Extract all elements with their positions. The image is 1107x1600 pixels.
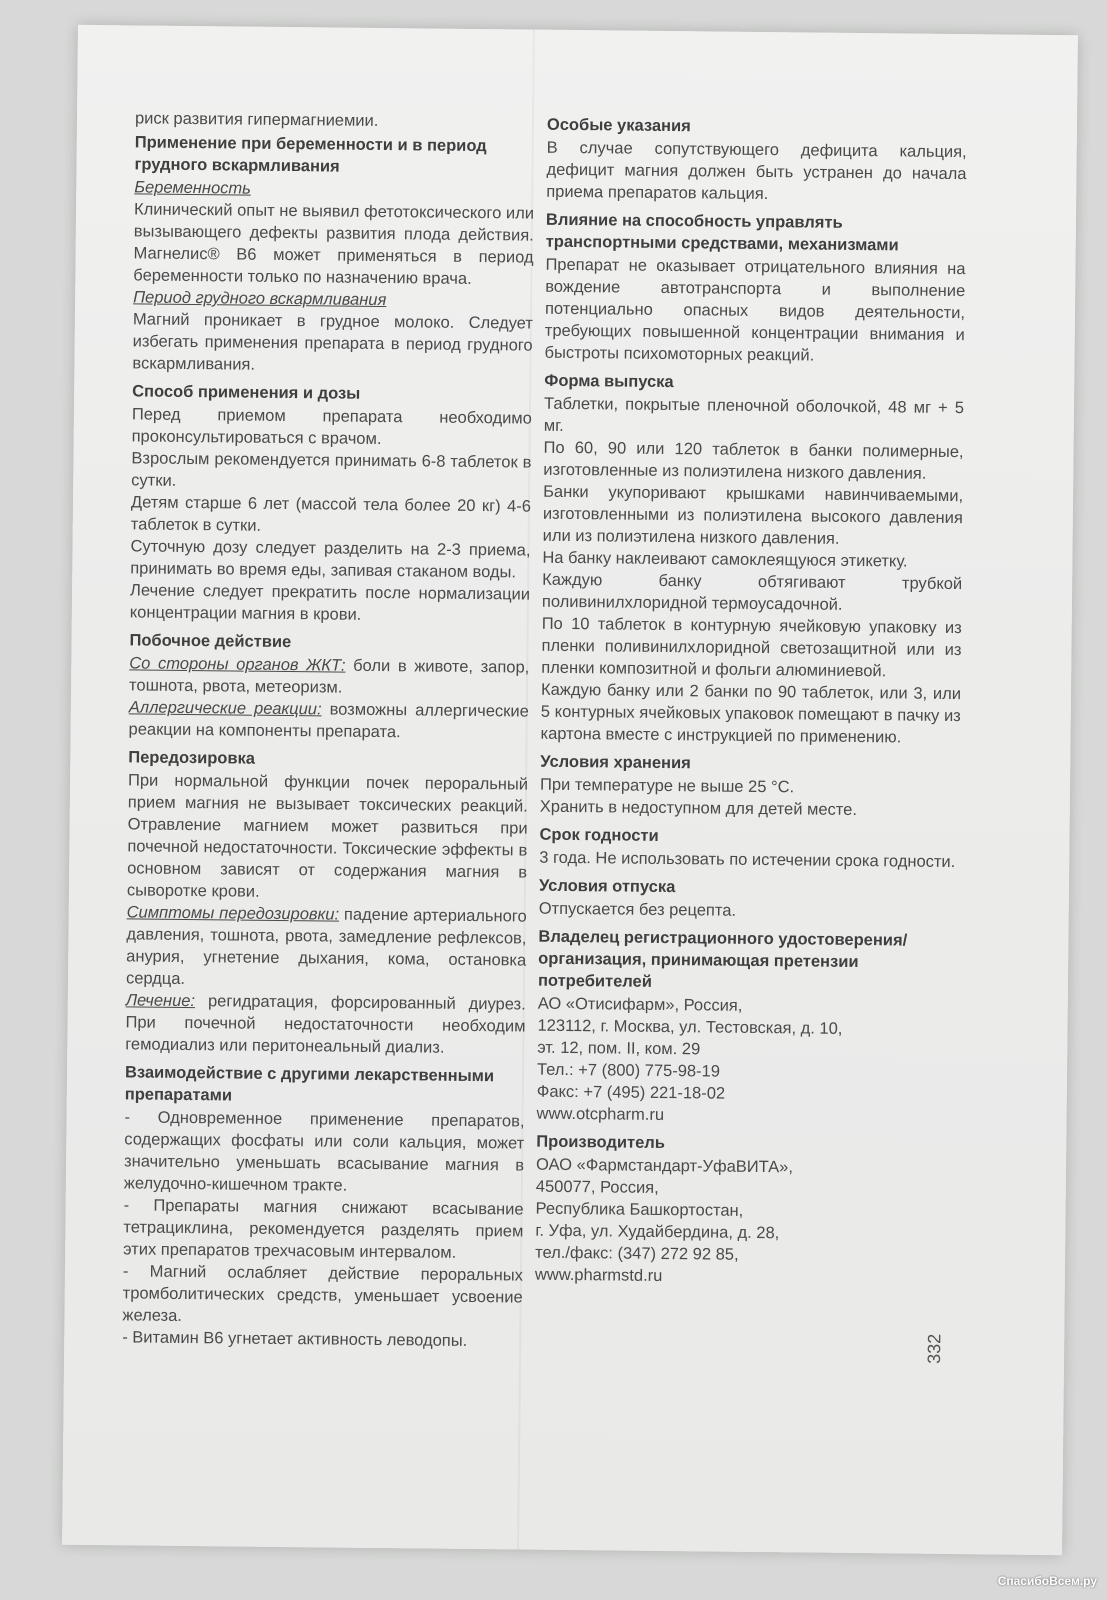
overdose-treatment-text: регидратация, форсированный диурез. При почечной недостаточности необходим гемодиализ или перитонеальный диализ. [125,992,526,1057]
left-column [122,107,535,1358]
owner-line: эт. 12, пом. II, ком. 29 [537,1038,701,1059]
form-paragraph: Каждую банку или 2 банки по 90 таблеток, или 3, или 5 контурных ячейковых упаковок помещают в пачку из картона вместе с инструкцией по применению. [540,680,962,747]
side-effects-gi-text: боли в животе, запор, тошнота, рвота, метеоризм. [128,656,530,697]
owner-heading: Владелец регистрационного удостоверения/организация, принимающая претензии потребителей [537,927,908,991]
overdose-symptoms [126,901,527,993]
dosage-paragraph: Детям старше 6 лет (массой тела более 20 кг) 4-6 таблеток в сутки. [130,493,532,535]
special-heading: Особые указания [546,115,691,136]
overdose-text: При нормальной функции почек пероральный прием магния не вызывает токсических реакций. Отравление магнием может развиться при почечной недостаточности. Токсические эффекты в основном зависят от содержания магния в сыворотке крови. [126,771,529,901]
overdose-heading: Передозировка [128,748,256,768]
shelf-life-text: 3 года. Не использовать по истечении срока годности. [539,848,956,872]
intro-text: риск развития гипермагниемии. [134,109,379,130]
interaction-paragraph: - Магний ослабляет действие пероральных тромболитических средств, уменьшает усвоение железа. [122,1262,524,1325]
owner-line: 123112, г. Москва, ул. Тестовская, д. 10, [537,1016,843,1038]
interaction-paragraph: - Одновременное применение препаратов, содержащих фосфаты или соли кальция, может значительно уменьшать всасывание магния в желудочно-кишечном тракте. [123,1108,525,1195]
form-paragraph: На банку наклеивают самоклеящуюся этикетку. [542,548,908,571]
form-paragraph: По 60, 90 или 120 таблеток в банки полимерные, изготовленные из полиэтилена низкого давления. [543,438,964,483]
form-paragraph: По 10 таблеток в контурную ячейковую упаковку из пленки поливинилхлоридной светозащитной или из пленки композитной и фольги алюминиевой. [541,614,962,681]
owner-phone: Тел.: +7 (800) 775-98-19 [536,1060,721,1081]
pregnancy-heading: Применение при беременности и в период грудного вскармливания [134,133,487,176]
storage-text: Хранить в недоступном для детей месте. [539,797,858,820]
special-text: В случае сопутствующего дефицита кальция, дефицит магния должен быть устранен до начала приема препаратов кальция. [546,138,967,204]
owner-line: АО «Отисифарм», Россия, [537,994,743,1015]
form-heading: Форма выпуска [544,371,674,392]
driving-heading: Влияние на способность управлять транспортными средствами, механизмами [545,210,899,255]
dosage-paragraph: Взрослым рекомендуется принимать 6-8 таблеток в сутки. [131,449,532,490]
dosage-paragraph: Суточную дозу следует разделить на 2-3 приема, принимать во время еды, запивая стаканом воды. [130,537,531,582]
form-paragraph: Каждую банку обтягивают трубкой поливинилхлоридной термоусадочной. [541,570,963,614]
interaction-paragraph: - Препараты магния снижают всасывание тетрациклина, рекомендуется разделять прием этих препаратов трехчасовым интервалом. [123,1196,524,1262]
manufacturer-line: 450077, Россия, [535,1177,659,1197]
overdose-treatment-label: Лечение: [125,991,196,1011]
interaction-paragraph: - Витамин B6 угнетает активность леводопы. [122,1328,468,1350]
manufacturer-heading: Производитель [536,1132,666,1153]
manufacturer-website: www.pharmstd.ru [534,1265,663,1285]
manufacturer-line: Республика Башкортостан, [535,1199,744,1220]
page-number: 332 [924,1333,945,1364]
overdose-symptoms-text: падение артериального давления, тошнота, рвота, замедление рефлексов, анурия, угнетение дыхания, кома, остановка сердца. [125,905,527,988]
side-effects-gi-label: Со стороны органов ЖКТ: [129,654,346,675]
interaction-heading: Взаимодействие с другими лекарственными препаратами [124,1063,495,1105]
dispense-heading: Условия отпуска [538,876,676,897]
dispense-text: Отпускается без рецепта. [538,899,737,920]
dosage-heading: Способ применения и дозы [132,382,361,403]
dosage-paragraph: Лечение следует прекратить после нормализации концентрации магния в крови. [129,581,531,624]
side-effects-allergy-text: возможны аллергические реакции на компоненты препарата. [128,700,529,742]
form-paragraph: Таблетки, покрытые пленочной оболочкой, 48 мг + 5 мг. [543,394,965,435]
lactation-subheading: Период грудного вскармливания [133,288,387,310]
overdose-symptoms-label: Симптомы передозировки: [126,903,340,924]
manufacturer-phone: тел./факс: (347) 272 92 85, [535,1243,739,1264]
owner-website: www.otcpharm.ru [536,1104,665,1125]
lactation-text: Магний проникает в грудное молоко. Следует избегать применения препарата в период грудного вскармливания. [132,310,533,374]
side-effects-gi [129,652,529,700]
owner-fax: Факс: +7 (495) 221-18-02 [536,1082,726,1103]
manufacturer-line: г. Уфа, ул. Худайбердина, д. 28, [535,1221,780,1243]
pregnancy-text: Клинический опыт не выявил фетотоксического или вызывающего дефекты развития плода действия. Магнелис® B6 может применяться в период беременности только по назначению врача. [133,200,535,288]
right-column [535,112,967,1296]
driving-text: Препарат не оказывает отрицательного влияния на вождение автотранспорта и выполнение потенциально опасных видов деятельности, требующих повышенной концентрации внимания и быстроты психомоторных реакций. [544,255,966,365]
side-effects-heading: Побочное действие [129,631,292,652]
manufacturer-line: ОАО «Фармстандарт-УфаВИТА», [535,1155,794,1177]
pregnancy-subheading: Беременность [134,178,251,198]
shelf-life-heading: Срок годности [539,825,659,845]
leaflet-sheet [62,25,1078,1555]
side-effects-allergy-label: Аллергические реакции: [128,698,322,719]
watermark: СпасибоВсем.ру [997,1574,1097,1588]
storage-text: При температуре не выше 25 °С. [539,775,795,797]
dosage-paragraph: Перед приемом препарата необходимо проконсультироваться с врачом. [131,405,532,449]
form-paragraph: Банки укупоривают крышками навинчиваемыми, изготовленными из полиэтилена высокого давления или из полиэтилена низкого давления. [542,482,964,548]
side-effects-allergy [128,696,528,744]
storage-heading: Условия хранения [540,752,691,773]
overdose-treatment [125,989,526,1059]
